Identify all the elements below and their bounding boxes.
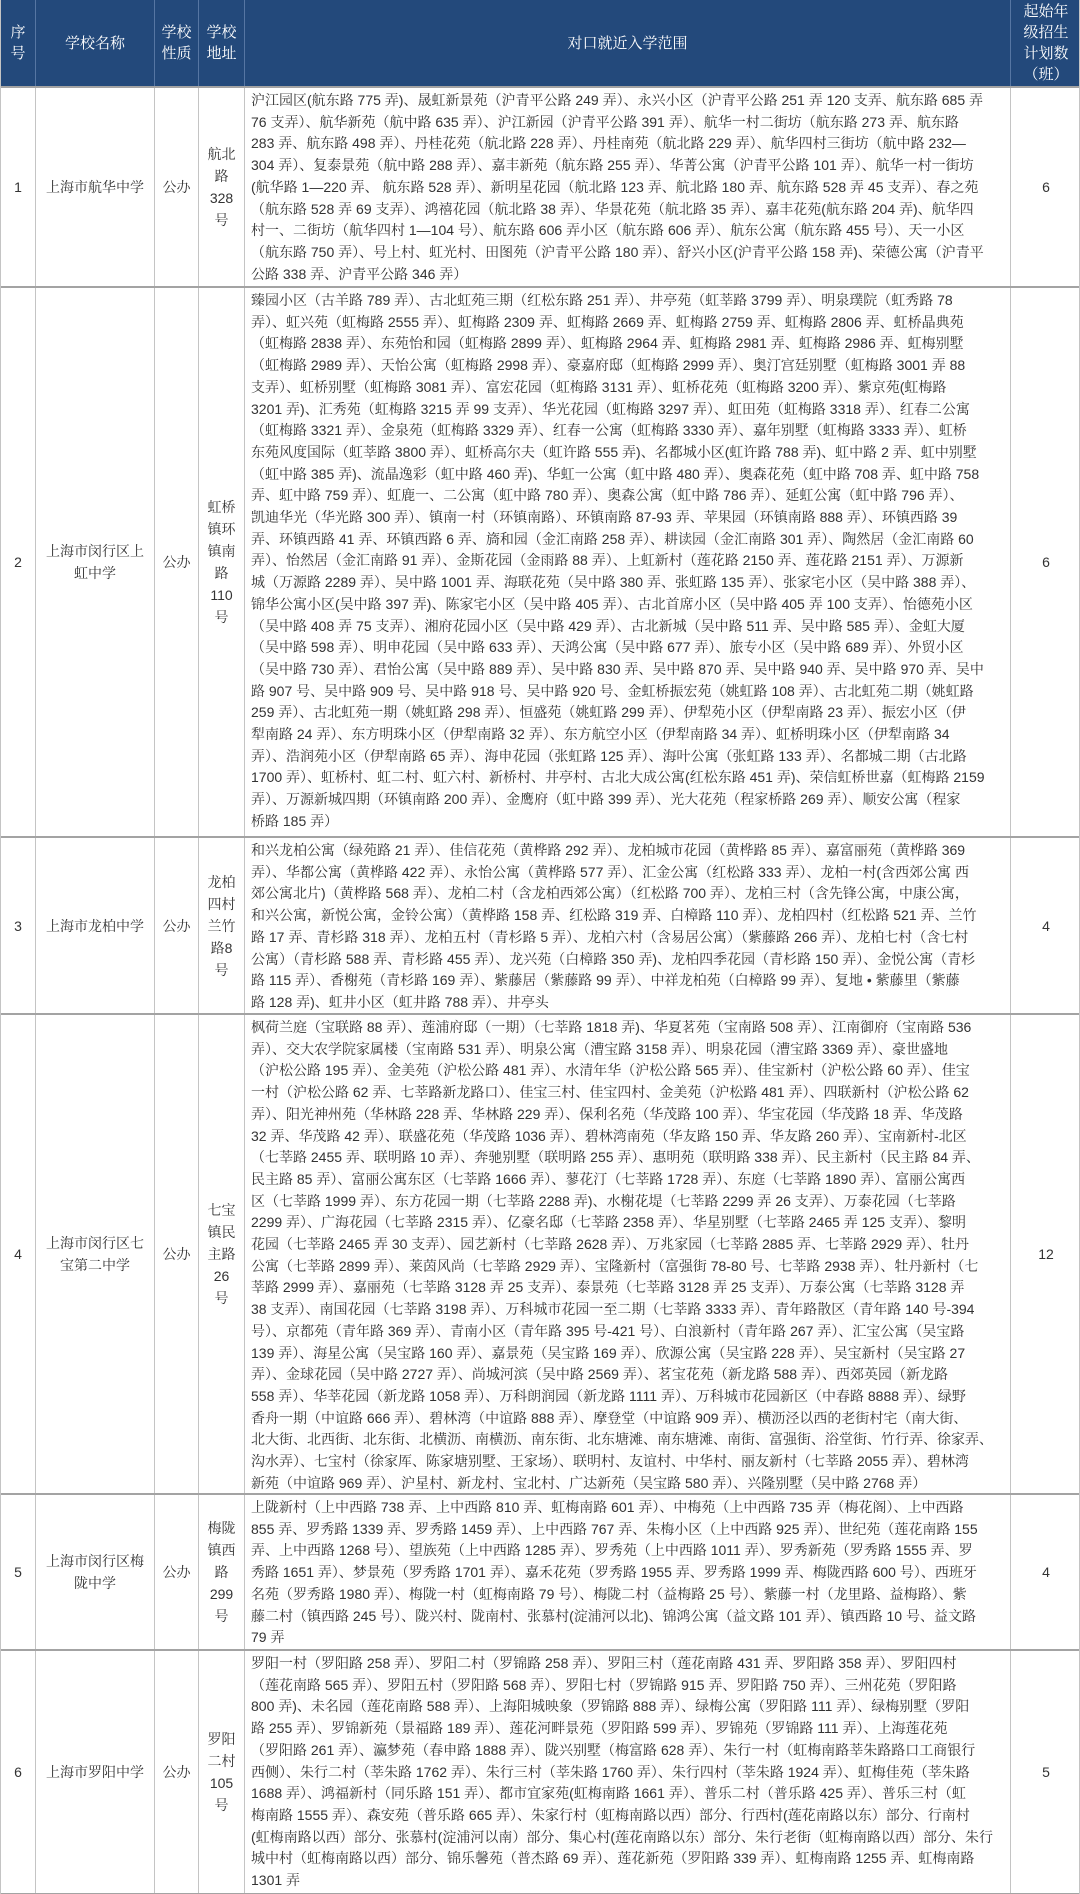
range-line: （吴中路 730 弄）、君怡公寓（吴中路 889 弄）、吴中路 830 弄、吴中路 870 弄、吴中路 940 弄、吴中路 970 弄、吴中 [251, 660, 984, 677]
range-line: 村一、二街坊（航华四村 1—104 号）、航东路 606 弄小区（航东路 606 弄）、航东公寓（航东路 455 号）、天一小区 [251, 222, 965, 239]
range-line: 秀路 1651 弄）、梦景苑（罗秀路 1701 弄）、嘉禾花苑（罗秀路 1955 弄、罗秀路 1999 弄、梅陇西路 600 号）、西班牙 [251, 1564, 977, 1581]
school-address-cell [199, 1651, 245, 1893]
range-line: （吴中路 598 弄）、明申花园（吴中路 633 弄）、天鸿公寓（吴中路 677 弄）、旅专小区（吴中路 689 弄）、外贸小区 [251, 639, 964, 656]
range-line: 路 255 弄）、罗锦新苑（景福路 189 弄）、莲花河畔景苑（罗阳路 599 弄）、罗锦苑（罗锦路 111 弄）、上海莲花苑 [251, 1720, 948, 1737]
school-address: 龙柏四村兰竹路8号 [207, 873, 236, 978]
range-line: 新苑（中谊路 969 弄）、沪星村、新龙村、宝北村、广达新苑（吴宝路 580 弄）、兴隆别墅（吴中路 2768 弄） [251, 1474, 927, 1491]
table-row [1, 1651, 1079, 1894]
row-index: 4 [1, 1015, 36, 1493]
school-type: 公办 [155, 1015, 199, 1493]
range-line: 公寓）（青杉路 588 弄、青杉路 455 弄）、龙兴苑（白樟路 350 弄)、龙柏四季花园（青杉路 150 弄）、金悦公寓（青杉 [251, 950, 976, 967]
range-line: （七莘路 2455 弄、联明路 10 弄）、奔驰别墅（联明路 255 弄）、惠明苑（联明路 338 弄）、民主新村（民主路 84 弄、 [251, 1149, 980, 1166]
range-line: （虹梅路 3321 弄）、金泉苑（虹梅路 3329 弄）、红春一公寓（虹梅路 3330 弄）、嘉年别墅（虹梅路 3333 弄）、虹桥 [251, 422, 967, 439]
enrollment-range [245, 1495, 1011, 1649]
row-index: 2 [1, 288, 36, 836]
range-line: 304 弄）、复泰景苑（航中路 288 弄）、嘉丰新苑（航东路 255 弄）、华菁公寓（沪青平公路 101 弄）、航华一村一街坊 [251, 157, 974, 174]
range-line: 弄）、交大农学院家属楼（宝南路 531 弄）、明泉公寓（漕宝路 3158 弄）、明泉花园（漕宝路 3369 弄）、豪世盛地 [251, 1040, 948, 1057]
range-line: 76 支弄）、航华新苑（航中路 635 弄）、沪江新园（沪青平公路 391 弄）、航华一村二街坊（航东路 273 弄、航东路 [251, 113, 959, 130]
range-line: 沪江园区(航东路 775 弄)、晟虹新景苑（沪青平公路 249 弄）、永兴小区（沪青平公路 251 弄 120 支弄、航东路 685 弄 [251, 92, 984, 108]
range-line: （虹中路 385 弄)、流晶逸彩（虹中路 460 弄)、华虹一公寓（虹中路 480 弄）、奥森花苑（虹中路 708 弄、虹中路 758 [251, 465, 980, 482]
range-line: 号）、京都苑（青年路 369 弄）、青南小区（青年路 395 号-421 号）、白浪新村（青年路 267 弄）、汇宝公寓（吴宝路 [251, 1322, 965, 1339]
range-line: 弄、虹中路 759 弄）、虹鹿一、二公寓（虹中路 780 弄）、奥森公寓（虹中路 786 弄）、延虹公寓（虹中路 796 弄）、 [251, 487, 964, 504]
range-line: 800 弄)、未名园（莲花南路 588 弄）、上海阳城映象（罗锦路 888 弄）、绿梅公寓（罗阳路 111 弄）、绿梅别墅（罗阳 [251, 1698, 970, 1715]
school-address-cell [199, 1495, 245, 1649]
range-line: 区（七莘路 1999 弄）、东方花园一期（七莘路 2288 弄)、水榭花堤（七莘路 2299 弄 26 支弄）、万泰花园（七莘路 [251, 1192, 956, 1209]
header-enrollment-range: 对口就近入学范围 [245, 0, 1011, 86]
row-index: 5 [1, 1495, 36, 1649]
range-line: 支弄）、虹桥别墅（虹梅路 3081 弄）、富宏花园（虹梅路 3131 弄）、虹桥花苑（虹梅路 3200 弄）、紫京苑(虹梅路 [251, 378, 947, 395]
range-line: 路 907 号、吴中路 909 号、吴中路 918 号、吴中路 920 号、金虹桥振宏苑（姚虹路 108 弄）、古北虹苑二期（姚虹路 [251, 682, 974, 699]
table-row [1, 88, 1079, 288]
range-line: 38 支弄）、南国花园（七莘路 3198 弄）、万科城市花园一至二期（七莘路 3333 弄）、青年路散区（青年路 140 号-394 [251, 1301, 975, 1318]
header-index: 序号 [1, 0, 36, 86]
school-type: 公办 [155, 88, 199, 286]
range-line: 855 弄、罗秀路 1339 弄、罗秀路 1459 弄）、上中西路 767 弄、朱梅小区（上中西路 925 弄）、世纪苑（莲花南路 155 [251, 1520, 978, 1537]
range-line: 弄）、阳光神州苑（华林路 228 弄、华林路 229 弄）、保利名苑（华茂路 100 弄）、华宝花园（华茂路 18 弄、华茂路 [251, 1105, 963, 1122]
range-line: 弄）、浩润苑小区（伊犁南路 65 弄）、海申花园（张虹路 125 弄）、海叶公寓（张虹路 133 弄）、名都城二期（古北路 [251, 747, 967, 764]
range-line: 139 弄）、海星公寓（吴宝路 160 弄）、嘉景苑（吴宝路 169 弄）、欣源公寓（吴宝路 228 弄）、吴宝新村（吴宝路 27 [251, 1344, 966, 1361]
class-plan: 6 [1042, 179, 1050, 195]
range-line: 臻园小区（古羊路 789 弄）、古北虹苑三期（红松东路 251 弄）、井亭苑（虹莘路 3799 弄）、明泉璞院（虹秀路 78 [251, 292, 953, 308]
range-line: 东苑风度国际（虹莘路 3800 弄）、虹桥高尔夫（虹许路 555 弄)、名都城小区(虹许路 788 弄)、虹中路 2 弄、虹中别墅 [251, 443, 977, 460]
school-name: 上海市闵行区上虹中学 [36, 288, 155, 836]
range-line: 藤二村（镇西路 245 号）、陇兴村、陇南村、张慕村(淀浦河以北)、锦鸿公寓（益文路 101 弄）、镇西路 10 号、益文路 [251, 1607, 976, 1624]
range-line: 一村（沪松公路 62 弄、七莘路新龙路口）、佳宝三村、佳宝四村、金美苑（沪松路 481 弄）、四联新村（沪松公路 62 [251, 1084, 969, 1101]
range-line: 弄）、万源新城四期（环镇南路 200 弄）、金鹰府（虹中路 399 弄）、光大花苑（程家桥路 269 弄）、顺安公寓（程家 [251, 791, 961, 808]
header-school-type: 学校性质 [155, 0, 199, 86]
range-line: 路 128 弄)、虹井小区（虹井路 788 弄）、井亭头 [251, 993, 549, 1010]
range-line: 公路 338 弄、沪青平公路 346 弄） [251, 265, 468, 282]
range-line: 283 弄、航东路 498 弄）、丹桂花苑（航北路 228 弄）、丹桂南苑（航北路 229 弄）、航华四村三街坊（航中路 232— [251, 135, 966, 152]
range-line: 莘路 2999 弄）、嘉丽苑（七莘路 3128 弄 25 支弄）、泰景苑（七莘路 3128 弄 25 支弄）、万泰公寓（七莘路 3128 弄 [251, 1279, 965, 1296]
school-name: 上海市罗阳中学 [36, 1651, 155, 1893]
school-type: 公办 [155, 1651, 199, 1893]
school-address-cell [199, 88, 245, 286]
range-line: (航华路 1—220 弄、 航东路 528 弄）、新明星花园（航北路 123 弄、航北路 180 弄、航东路 528 弄 45 支弄）、春之苑 [251, 178, 979, 195]
school-address: 梅陇镇西路299号 [207, 1520, 236, 1624]
class-plan: 4 [1042, 917, 1050, 934]
range-line: 上陇新村（上中西路 738 弄、上中西路 810 弄、虹梅南路 601 弄）、中梅苑（上中西路 735 弄（梅花阁）、上中西路 [251, 1499, 964, 1515]
enrollment-range [245, 288, 1011, 836]
school-name: 上海市闵行区梅陇中学 [36, 1495, 155, 1649]
school-address: 七宝镇民主路26号 [207, 1202, 236, 1306]
range-line: 路 115 弄）、香榭苑（青杉路 169 弄）、紫藤居（紫藤路 99 弄）、中祥龙柏苑（白樟路 99 弄）、复地 • 紫藤里（紫藤 [251, 972, 960, 989]
range-line: 名苑（罗秀路 1980 弄）、梅陇一村（虹梅南路 79 号）、梅陇二村（益梅路 25 号）、紫藤一村（龙里路、益梅路）、紫 [251, 1585, 967, 1602]
range-line: 和兴公寓，新悦公寓，金铃公寓）（黄桦路 158 弄、红松路 319 弄、白樟路 110 弄）、龙柏四村（红松路 521 弄、兰竹 [251, 907, 977, 924]
table-row [1, 1495, 1079, 1651]
range-line: 香舟一期（中谊路 666 弄）、碧林湾（中谊路 888 弄）、摩登堂（中谊路 909 弄）、横沥泾以西的老街村宅（南大街、 [251, 1409, 968, 1426]
range-line: 沟水弄）、七宝村（徐家厍、陈家塘别墅、王家场）、联明村、友谊村、中华村、丽友新村（七莘路 2055 弄）、碧林湾 [251, 1453, 969, 1470]
enrollment-range [245, 1651, 1011, 1893]
school-address-cell [199, 1015, 245, 1493]
range-line: 32 弄、华茂路 42 弄）、联盛花苑（华茂路 1036 弄）、碧林湾南苑（华友路 150 弄、华友路 260 弄）、宝南新村-北区 [251, 1127, 967, 1144]
range-line: 1301 弄 [251, 1872, 301, 1889]
range-line: 锦华公寓小区(吴中路 397 弄)、陈家宅小区（吴中路 405 弄）、古北首席小区（吴中路 405 弄 100 支弄）、怡德苑小区 [251, 595, 973, 612]
row-index: 1 [1, 88, 36, 286]
range-line: 558 弄）、华莘花园（新龙路 1058 弄）、万科朗润园（新龙路 1111 弄）、万科城市花园新区（中春路 8888 弄）、绿野 [251, 1387, 966, 1404]
range-line: （吴中路 408 弄 75 支弄）、湘府花园小区（吴中路 429 弄）、古北新城（吴中路 511 弄、吴中路 585 弄）、金虹大厦 [251, 617, 965, 634]
class-plan: 4 [1042, 1564, 1050, 1580]
range-line: 枫荷兰庭（宝联路 88 弄）、莲浦府邸（一期）（七莘路 1818 弄)、华夏茗苑（宝南路 508 弄）、江南御府（宝南路 536 [251, 1019, 972, 1035]
row-index: 6 [1, 1651, 36, 1893]
class-plan: 12 [1038, 1246, 1054, 1262]
row-index: 3 [1, 838, 36, 1013]
school-address: 罗阳二村105号 [207, 1731, 236, 1813]
range-line: 花园（七莘路 2465 弄 30 支弄）、园艺新村（七莘路 2628 弄）、万兆家园（七莘路 2885 弄、七莘路 2929 弄）、牡丹 [251, 1236, 970, 1253]
header-school-address: 学校地址 [199, 0, 245, 86]
range-line: 城中村（虹梅南路以西）部分、锦乐馨苑（普杰路 69 弄）、莲花新苑（罗阳路 339 弄）、虹梅南路 1255 弄、虹梅南路 [251, 1850, 975, 1867]
range-line: 和兴龙柏公寓（绿苑路 21 弄）、佳信花苑（黄桦路 292 弄）、龙柏城市花园（黄桦路 85 弄）、嘉富丽苑（黄桦路 369 [251, 842, 966, 858]
header-school-name: 学校名称 [36, 0, 155, 86]
range-line: 郊公寓北片)（黄桦路 568 弄）、龙柏二村（含龙柏西郊公寓）（红松路 700 弄）、龙柏三村（含先锋公寓，中康公寓， [251, 885, 969, 902]
range-line: 梅南路 1555 弄）、森安苑（普乐路 665 弄）、朱家行村（虹梅南路以西）部分、行西村(莲花南路以东）部分、行南村 [251, 1806, 970, 1823]
range-line: 城（万源路 2289 弄）、吴中路 1001 弄、海联花苑（吴中路 380 弄、张虹路 135 弄）、张家宅小区（吴中路 388 弄）、 [251, 574, 976, 591]
school-type: 公办 [155, 288, 199, 836]
range-line: 79 弄 [251, 1629, 285, 1646]
range-line: （虹梅路 2838 弄）、东苑怡和园（虹梅路 2899 弄）、虹梅路 2964 弄、虹梅路 2981 弄、虹梅路 2986 弄、虹梅别墅 [251, 335, 964, 352]
range-line: 弄）、金球花园（吴中路 2727 弄）、尚城河滨（吴中路 2569 弄）、茗宝花苑（新龙路 588 弄）、西郊英园（新龙路 [251, 1366, 948, 1383]
table-row [1, 288, 1079, 838]
table-row [1, 838, 1079, 1015]
class-plan: 6 [1042, 554, 1050, 570]
school-type: 公办 [155, 1495, 199, 1649]
range-line: 1700 弄）、虹桥村、虹二村、虹六村、新桥村、井亭村、古北大成公寓(红松东路 451 弄)、荣信虹桥世嘉（虹梅路 2159 [251, 769, 985, 786]
range-line: （莲花南路 565 弄）、罗阳五村（罗阳路 568 弄）、罗阳七村（罗锦路 915 弄、罗阳路 750 弄）、三州花苑（罗阳路 [251, 1676, 957, 1693]
range-line: 公寓（七莘路 2899 弄）、莱茵风尚（七莘路 2929 弄）、宝隆新村（富强街 78-80 号、七莘路 2938 弄）、牡丹新村（七 [251, 1257, 979, 1274]
school-type: 公办 [155, 838, 199, 1013]
school-name: 上海市闵行区七宝第二中学 [36, 1015, 155, 1493]
range-line: （航东路 750 弄）、号上村、虹光村、田图苑（沪青平公路 180 弄）、舒兴小区(沪青平公路 158 弄)、荣德公寓（沪青平 [251, 243, 984, 260]
school-name: 上海市航华中学 [36, 88, 155, 286]
table-row [1, 1015, 1079, 1495]
class-plan: 5 [1042, 1764, 1050, 1780]
school-address: 虹桥镇环镇南路110号 [207, 499, 236, 625]
school-address-cell [199, 288, 245, 836]
range-line: 弄）、华都公寓（黄桦路 422 弄）、永怡公寓（黄桦路 577 弄）、汇金公寓（红松路 333 弄）、龙柏一村(含西郊公寓 西 [251, 863, 969, 880]
range-line: （虹梅路 2989 弄）、天怡公寓（虹梅路 2998 弄）、豪嘉府邸（虹梅路 2999 弄）、奥汀宫廷别墅（虹梅路 3001 弄 88 [251, 357, 966, 374]
range-line: 北大街、北西街、北东街、北横沥、南横沥、南东街、北东塘滩、南东塘滩、南街、富强街、浴堂街、竹行弄、徐家弄、 [251, 1431, 993, 1448]
school-address-cell [199, 838, 245, 1013]
range-line: 弄、上中西路 1268 号）、望族苑（上中西路 1285 弄）、罗秀苑（上中西路 1011 弄）、罗秀新苑（罗秀路 1555 弄、罗 [251, 1542, 973, 1559]
range-line: 民主路 85 弄）、富丽公寓东区（七莘路 1666 弄）、蓼花汀（七莘路 1728 弄）、东庭（七莘路 1890 弄）、富丽公寓西 [251, 1170, 966, 1187]
range-line: 2299 弄）、广海花园（七莘路 2315 弄）、亿豪名邸（七莘路 2358 弄）、华星别墅（七莘路 2465 弄 125 支弄）、黎明 [251, 1214, 966, 1231]
range-line: （罗阳路 261 弄）、瀛梦苑（春申路 1888 弄）、陇兴别墅（梅富路 628 弄）、朱行一村（虹梅南路莘朱路路口工商银行 [251, 1741, 976, 1758]
school-name: 上海市龙柏中学 [36, 838, 155, 1013]
range-line: 罗阳一村（罗阳路 258 弄）、罗阳二村（罗锦路 258 弄）、罗阳三村（莲花南路 431 弄、罗阳路 358 弄）、罗阳四村 [251, 1655, 957, 1671]
range-line: 弄）、虹兴苑（虹梅路 2555 弄）、虹梅路 2309 弄、虹梅路 2669 弄、虹梅路 2759 弄、虹梅路 2806 弄、虹桥晶典苑 [251, 313, 964, 330]
range-line: 凯迪华光（华光路 300 弄）、镇南一村（环镇南路）、环镇南路 87-93 弄、苹果园（环镇南路 888 弄）、环镇西路 39 [251, 509, 958, 526]
school-address: 航北路328号 [207, 146, 236, 228]
range-line: 弄）、怡然居（金汇南路 91 弄）、金斯花园（金雨路 88 弄）、上虹新村（莲花路 2150 弄、莲花路 2151 弄）、万源新 [251, 552, 964, 569]
range-line: 犁南路 24 弄）、东方明珠小区（伊犁南路 32 弄）、东方航空小区（伊犁南路 34 弄）、虹桥明珠小区（伊犁南路 34 [251, 726, 950, 743]
range-line: （沪松公路 195 弄）、金美苑（沪松公路 481 弄）、水清年华（沪松公路 565 弄）、佳宝新村（沪松公路 60 弄）、佳宝 [251, 1062, 970, 1079]
range-line: (虹梅南路以西）部分、张慕村(淀浦河以南）部分、集心村(莲花南路以东）部分、朱行老街（虹梅南路以西）部分、朱行 [251, 1828, 993, 1845]
enrollment-range [245, 838, 1011, 1013]
range-line: 桥路 185 弄） [251, 812, 339, 829]
range-line: （航东路 528 弄 69 支弄）、鸿禧花园（航北路 38 弄）、华景花苑（航北路 35 弄）、嘉丰花苑(航东路 204 弄)、航华四 [251, 200, 974, 217]
enrollment-range [245, 88, 1011, 286]
table-header [1, 0, 1079, 88]
range-line: 弄、环镇西路 41 弄、环镇西路 6 弄、旖和园（金汇南路 258 弄）、耕读园（金汇南路 301 弄）、陶然居（金汇南路 60 [251, 530, 974, 547]
range-line: 3201 弄)、汇秀苑（虹梅路 3215 弄 99 支弄）、华光花园（虹梅路 3297 弄）、虹田苑（虹梅路 3318 弄）、红春二公寓 [251, 400, 970, 417]
header-class-plan: 起始年级招生计划数（班） [1023, 3, 1069, 83]
enrollment-range [245, 1015, 1011, 1493]
range-line: 西侧）、朱行二村（莘朱路 1762 弄）、朱行三村（莘朱路 1760 弄）、朱行四村（莘朱路 1924 弄）、虹梅佳苑（莘朱路 [251, 1763, 970, 1780]
range-line: 1688 弄）、鸿福新村（同乐路 151 弄）、都市宜家苑(虹梅南路 1661 弄）、普乐二村（普乐路 425 弄）、普乐三村（虹 [251, 1785, 966, 1802]
range-line: 路 17 弄、青杉路 318 弄）、龙柏五村（青杉路 5 弄）、龙柏六村（含易居公寓）（紫藤路 266 弄）、龙柏七村（含七村 [251, 928, 969, 945]
range-line: 259 弄）、古北虹苑一期（姚虹路 298 弄）、恒盛苑（姚虹路 299 弄）、伊犁苑小区（伊犁南路 23 弄）、振宏小区（伊 [251, 704, 966, 721]
